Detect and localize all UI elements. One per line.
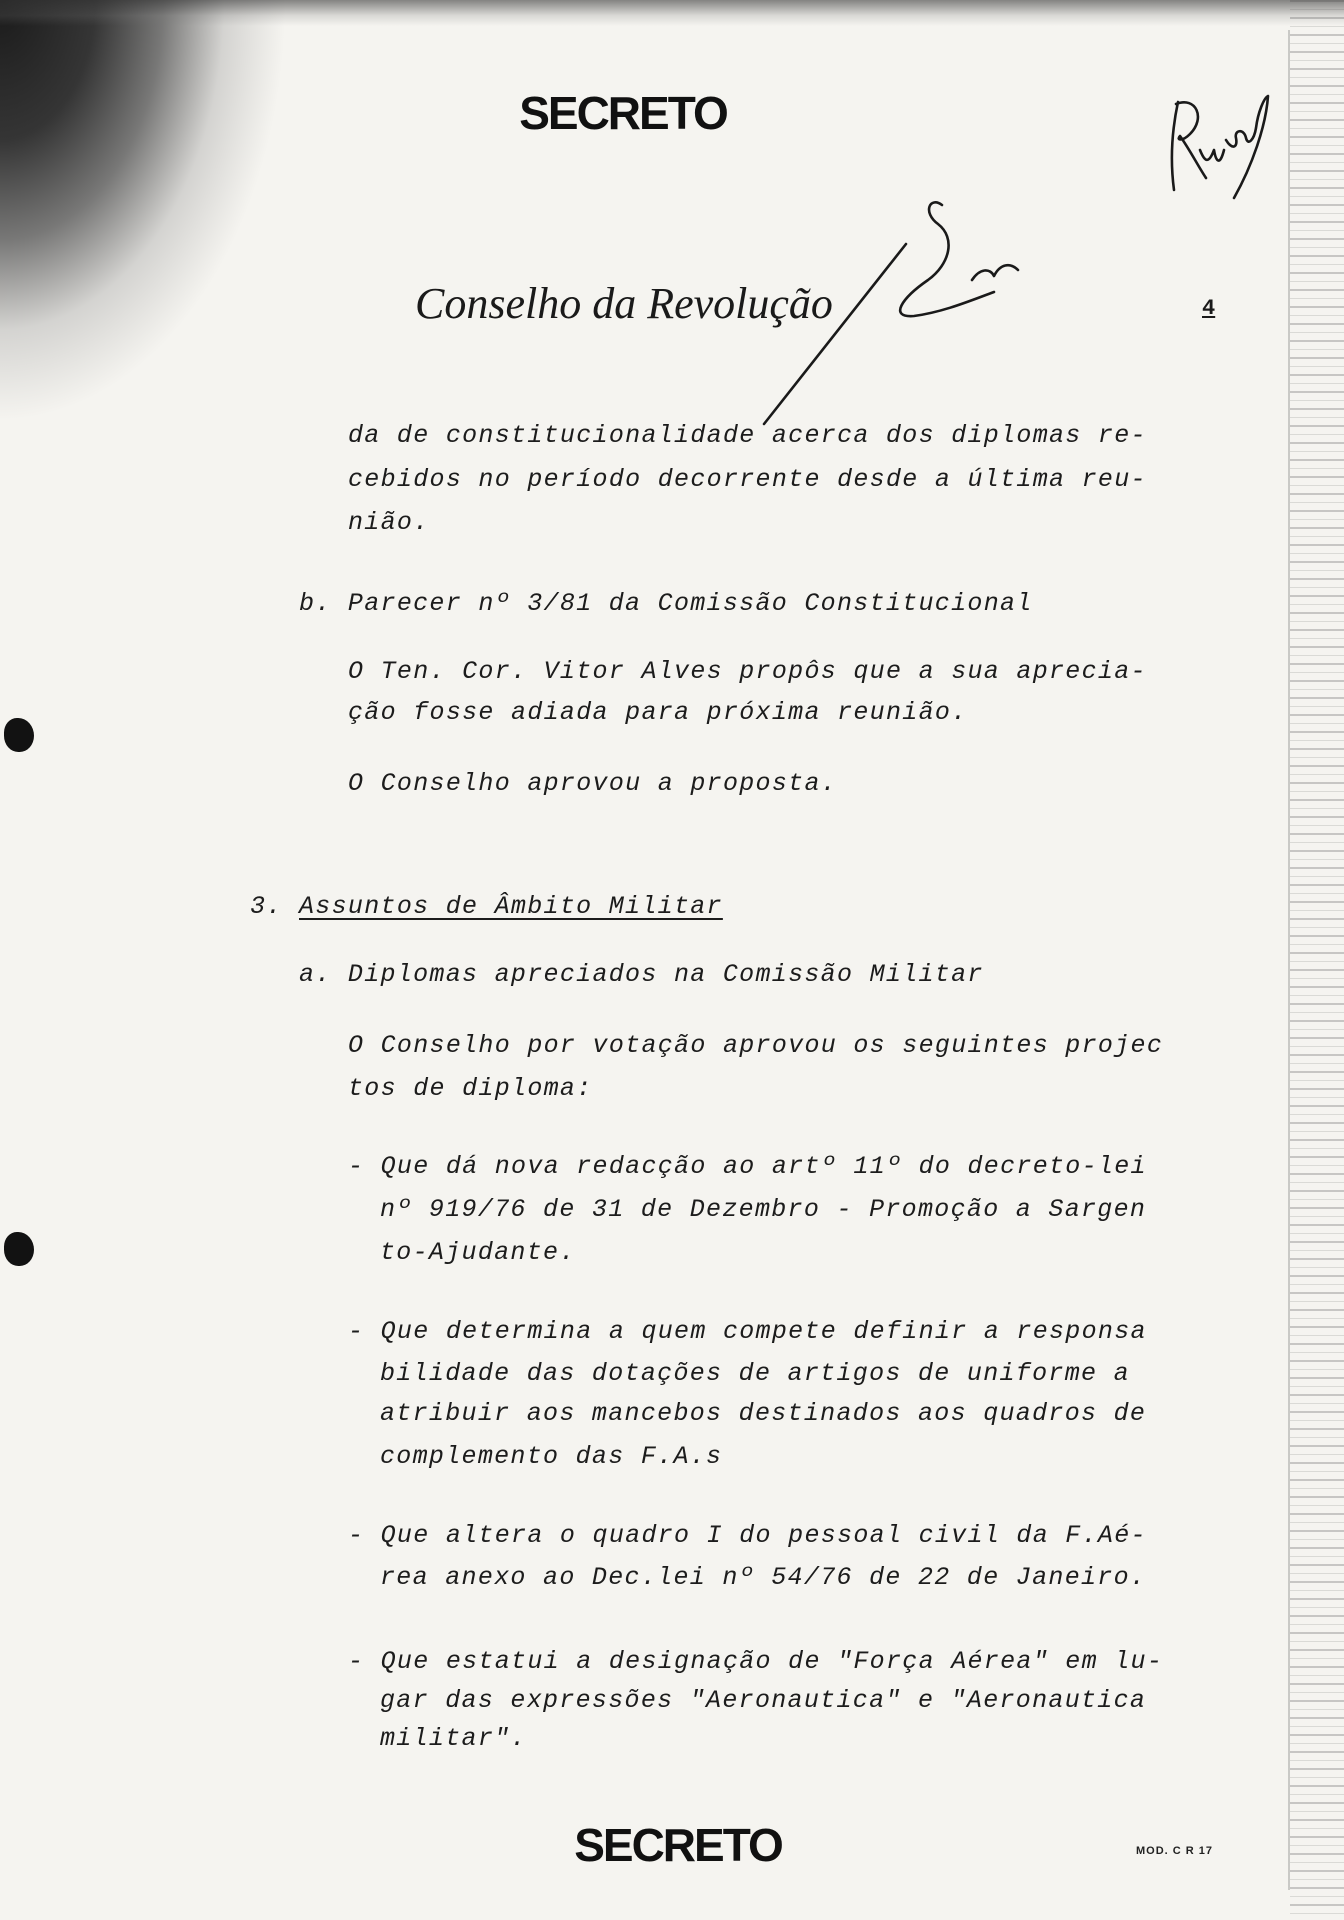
diploma-item: - Que altera o quadro I do pessoal civil da F.Aé- <box>348 1521 1147 1550</box>
diploma-item-line: militar". <box>380 1724 527 1753</box>
section-number: 3. <box>250 892 283 921</box>
text-line: O Ten. Cor. Vitor Alves propôs que a sua aprecia- <box>348 657 1147 686</box>
scan-shadow-top <box>0 0 1344 26</box>
scan-edge-line <box>1288 30 1290 1890</box>
diploma-item: - Que estatui a designação de "Força Aérea" em lu- <box>348 1647 1164 1676</box>
signature-stroke <box>764 244 906 424</box>
diploma-item-line: to-Ajudante. <box>380 1238 576 1267</box>
text-line: da de constitucionalidade acerca dos diplomas re- <box>348 421 1147 450</box>
text-line: tos de diploma: <box>348 1074 593 1103</box>
form-code: MOD. C R 17 <box>1136 1845 1214 1857</box>
handwritten-signature <box>900 202 1018 316</box>
diploma-item-line: gar das expressões "Aeronautica" e "Aeronautica <box>380 1686 1147 1715</box>
text-line: ção fosse adiada para próxima reunião. <box>348 698 968 727</box>
page-number: 4 <box>1202 296 1216 321</box>
decision-line: O Conselho aprovou a proposta. <box>348 769 838 798</box>
punch-hole-mark <box>4 718 34 752</box>
scan-edge-right <box>1290 0 1344 1920</box>
item-heading: b. Parecer nº 3/81 da Comissão Constitucional <box>299 589 1033 618</box>
diploma-item: - Que determina a quem compete definir a responsa <box>348 1317 1147 1346</box>
classification-bottom: SECRETO <box>574 1819 782 1871</box>
diploma-item-line: atribuir aos mancebos destinados aos quadros de <box>380 1399 1147 1428</box>
punch-hole-mark <box>4 1232 34 1266</box>
classification-top: SECRETO <box>519 87 727 139</box>
diploma-item-line: complemento das F.A.s <box>380 1442 723 1471</box>
diploma-item-line: rea anexo ao Dec.lei nº 54/76 de 22 de Janeiro. <box>380 1563 1147 1592</box>
text-line: nião. <box>348 508 430 537</box>
item-heading: a. Diplomas apreciados na Comissão Militar <box>299 960 984 989</box>
diploma-item: - Que dá nova redacção ao artº 11º do decreto-lei <box>348 1152 1147 1181</box>
initials-signature-mark <box>1172 96 1268 198</box>
text-line: cebidos no período decorrente desde a última reu- <box>348 465 1147 494</box>
text-line: O Conselho por votação aprovou os seguintes projec <box>348 1031 1164 1060</box>
diploma-item-line: nº 919/76 de 31 de Dezembro - Promoção a Sargen <box>380 1195 1147 1224</box>
section-title: Assuntos de Âmbito Militar <box>299 892 723 921</box>
letterhead-title: Conselho da Revolução <box>415 279 833 328</box>
diploma-item-line: bilidade das dotações de artigos de uniforme a <box>380 1359 1130 1388</box>
scan-shadow-corner <box>0 0 340 500</box>
